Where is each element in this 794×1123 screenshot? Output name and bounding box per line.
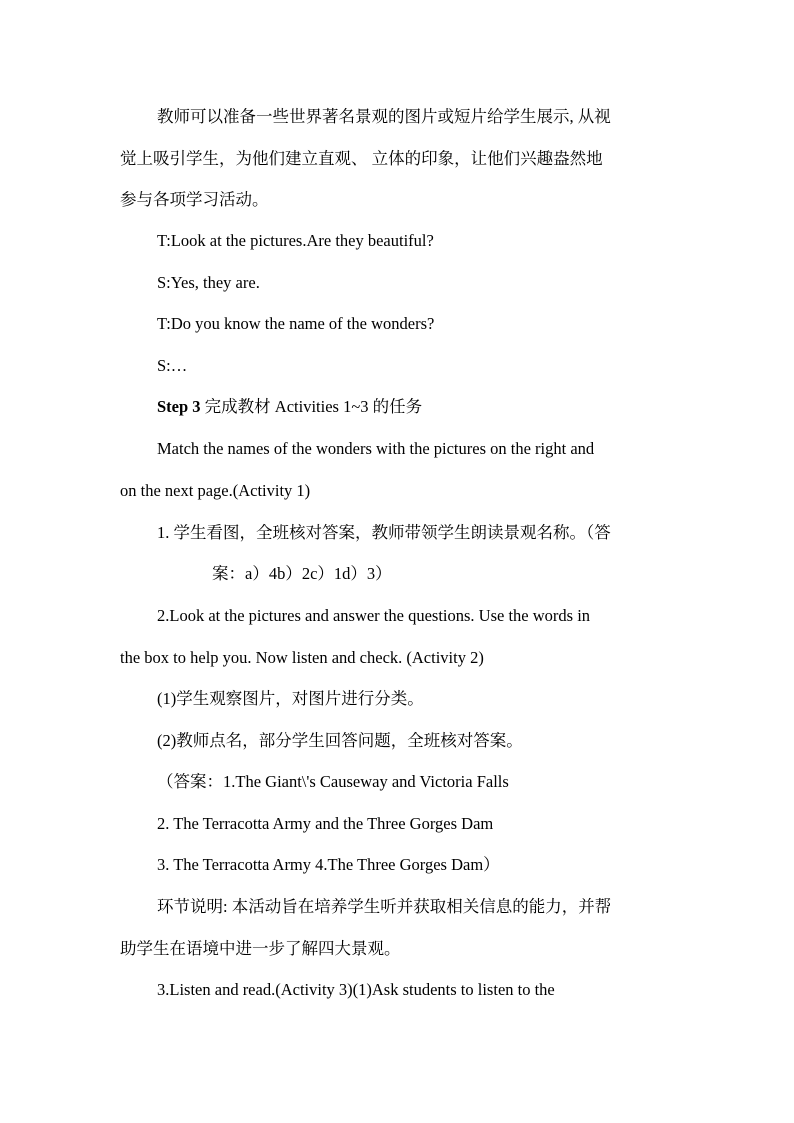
activity2-answer-line-3: 3. The Terracotta Army 4.The Three Gorges Dam） — [157, 855, 500, 874]
activity2-instruction-line-2: the box to help you. Now listen and check. (Activity 2) — [120, 648, 484, 667]
paragraph-intro-line-3: 参与各项学习活动。 — [120, 190, 269, 209]
activity1-instruction-line-2: on the next page.(Activity 1) — [120, 481, 311, 500]
activity1-item-1-line-1: 1. 学生看图，全班核对答案，教师带领学生朗读景观名称。（答 — [157, 523, 611, 542]
activity2-instruction-line-1: 2.Look at the pictures and answer the questions. Use the words in — [157, 606, 591, 625]
activity1-item-1-line-2: 案：a）4b）2c）1d）3） — [212, 564, 392, 583]
activity3-instruction-line-1: 3.Listen and read.(Activity 3)(1)Ask students to listen to the — [157, 980, 555, 999]
activity1-instruction-line-1: Match the names of the wonders with the pictures on the right and — [157, 439, 595, 458]
activity2-answer-line-1: （答案：1.The Giant\'s Causeway and Victoria Falls — [157, 772, 509, 791]
activity2-answer-line-2: 2. The Terracotta Army and the Three Gorges Dam — [157, 814, 494, 833]
section-note-line-1: 环节说明: 本活动旨在培养学生听并获取相关信息的能力，并帮 — [157, 897, 612, 916]
activity2-substep-2: (2)教师点名，部分学生回答问题，全班核对答案。 — [157, 731, 523, 750]
section-note-line-2: 助学生在语境中进一步了解四大景观。 — [120, 939, 401, 958]
dialogue-teacher-2: T:Do you know the name of the wonders? — [157, 314, 435, 333]
paragraph-intro-line-1: 教师可以准备一些世界著名景观的图片或短片给学生展示, 从视 — [157, 107, 611, 126]
paragraph-intro-line-2: 觉上吸引学生，为他们建立直观、 立体的印象，让他们兴趣盎然地 — [120, 149, 603, 168]
step-label: Step 3 — [157, 397, 201, 416]
dialogue-student-2: S:… — [157, 356, 188, 375]
step-title: 完成教材 Activities 1~3 的任务 — [204, 397, 423, 416]
activity2-substep-1: (1)学生观察图片，对图片进行分类。 — [157, 689, 424, 708]
dialogue-student-1: S:Yes, they are. — [157, 273, 260, 292]
dialogue-teacher-1: T:Look at the pictures.Are they beautiful? — [157, 231, 434, 250]
step-heading — [157, 396, 422, 418]
